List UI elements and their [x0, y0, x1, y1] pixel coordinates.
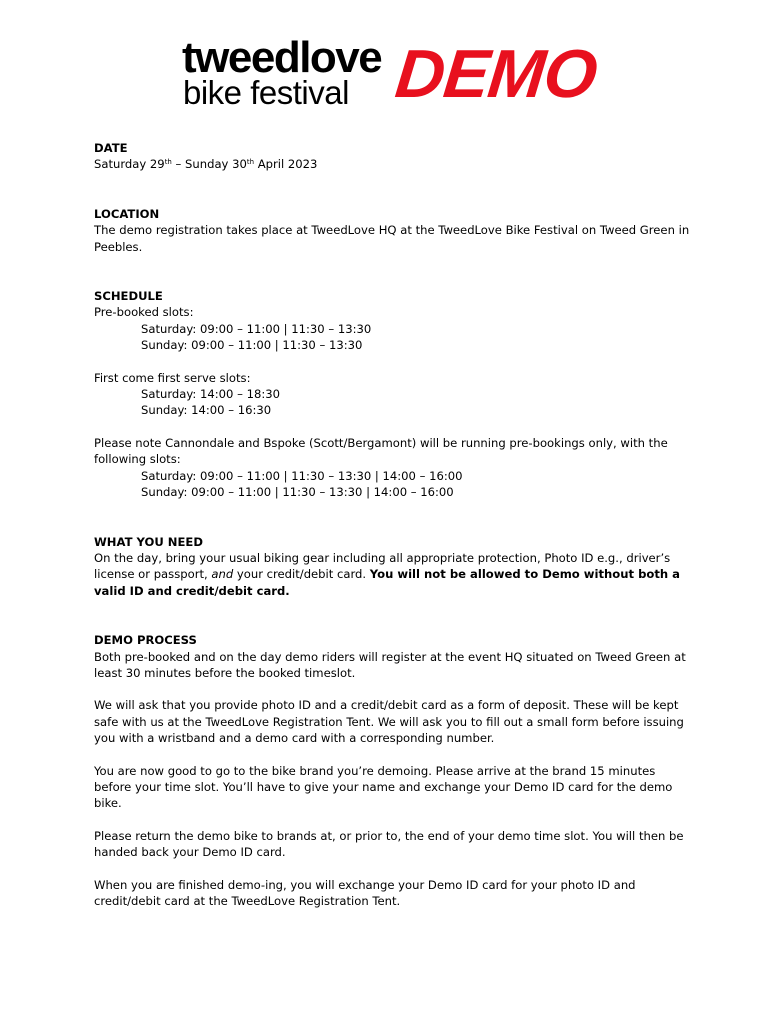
date-text: Saturday 29th – Sunday 30th April 2023 [94, 157, 318, 172]
prebooked-label: Pre-booked slots: [94, 305, 194, 320]
process-paragraph-2: We will ask that you provide photo ID and a credit/debit card as a form of deposit. These will be kept safe with us at the TweedLove Registration Tent. We will ask you to fill out a small form before issuing you with a wristband and a demo card with a corresponding number. [94, 698, 684, 746]
brands-note: Please note Cannondale and Bspoke (Scott/Bergamont) will be running pre-bookings only, with the following slots: [94, 435, 668, 467]
prebooked-saturday: Saturday: 09:00 – 11:00 | 11:30 – 13:30 [141, 321, 372, 336]
logo-tweedlove-text: tweedlove [182, 33, 382, 82]
logo-bike-festival-text: bike festival [183, 74, 349, 111]
schedule-heading: SCHEDULE [94, 289, 163, 304]
brands-sunday: Sunday: 09:00 – 11:00 | 11:30 – 13:30 | 14:00 – 16:00 [141, 485, 454, 500]
logo-demo-text: DEMO [392, 36, 600, 112]
tweedlove-demo-logo [182, 33, 600, 112]
process-paragraph-4: Please return the demo bike to brands at, or prior to, the end of your demo time slot. You will then be handed back your Demo ID card. [94, 828, 684, 860]
need-text: On the day, bring your usual biking gear including all appropriate protection, Photo ID e.g., driver’s license or passport, and your credit/debit card. You will not be allowed to Demo without both a valid ID and credit/debit card. [94, 550, 680, 598]
location-text: The demo registration takes place at TweedLove HQ at the TweedLove Bike Festival on Tweed Green in Peebles. [94, 223, 690, 254]
process-paragraph-1: Both pre-booked and on the day demo riders will register at the event HQ situated on Tweed Green at least 30 minutes before the booked timeslot. [94, 649, 686, 680]
fcfs-saturday: Saturday: 14:00 – 18:30 [141, 387, 280, 402]
location-heading: LOCATION [94, 206, 160, 221]
process-paragraph-5: When you are finished demo-ing, you will exchange your Demo ID card for your photo ID and credit/debit card at the TweedLove Registration Tent. [94, 877, 636, 908]
document-body [94, 140, 694, 909]
fcfs-label: First come first serve slots: [94, 370, 251, 385]
need-warning: You will not be allowed to Demo without both a valid ID and credit/debit card. [94, 567, 680, 598]
date-heading: DATE [94, 141, 128, 155]
process-heading: DEMO PROCESS [94, 633, 197, 648]
prebooked-sunday: Sunday: 09:00 – 11:00 | 11:30 – 13:30 [141, 338, 363, 353]
brands-saturday: Saturday: 09:00 – 11:00 | 11:30 – 13:30 | 14:00 – 16:00 [141, 468, 463, 483]
need-heading: WHAT YOU NEED [94, 534, 203, 549]
process-paragraph-3: You are now good to go to the bike brand you’re demoing. Please arrive at the brand 15 minutes before your time slot. You’ll have to give your name and exchange your Demo ID card for the demo bike. [94, 763, 673, 811]
fcfs-sunday: Sunday: 14:00 – 16:30 [141, 403, 272, 418]
